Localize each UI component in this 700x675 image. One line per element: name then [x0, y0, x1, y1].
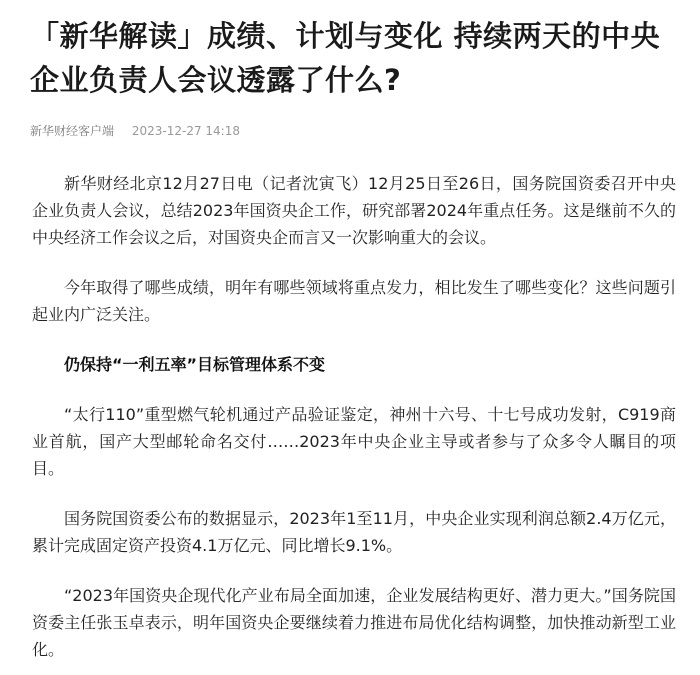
article-meta	[30, 122, 680, 140]
article-datetime: 2023-12-27 14:18	[131, 124, 240, 138]
paragraph: “2023年国资央企现代化产业布局全面加速，企业发展结构更好、潜力更大。”国务院国资委主任张玉卓表示，明年国资央企要继续着力推进布局优化结构调整，加快推动新型工业化。	[32, 586, 676, 659]
section-heading: 仍保持“一利五率”目标管理体系不变	[64, 355, 326, 374]
paragraph: 国务院国资委公布的数据显示，2023年1至11月，中央企业实现利润总额2.4万亿元，累计完成固定资产投资4.1万亿元、同比增长9.1%。	[32, 509, 676, 555]
article-source[interactable]: 新华财经客户端	[30, 124, 115, 138]
paragraph: 今年取得了哪些成绩，明年有哪些领域将重点发力，相比发生了哪些变化？这些问题引起业内广泛关注。	[32, 278, 676, 324]
article-body	[30, 170, 680, 663]
paragraph: 新华财经北京12月27日电（记者沈寅飞）12月25日至26日，国务院国资委召开中央企业负责人会议，总结2023年国资央企工作，研究部署2024年重点任务。这是继前不久的中央经济工作会议之后，对国资央企而言又一次影响重大的会议。	[32, 174, 676, 247]
article-title: 「新华解读」成绩、计划与变化 持续两天的中央企业负责人会议透露了什么?	[30, 19, 661, 97]
paragraph: “太行110”重型燃气轮机通过产品验证鉴定，神州十六号、十七号成功发射，C919商业首航，国产大型邮轮命名交付……2023年中央企业主导或者参与了众多令人瞩目的项目。	[32, 405, 676, 478]
